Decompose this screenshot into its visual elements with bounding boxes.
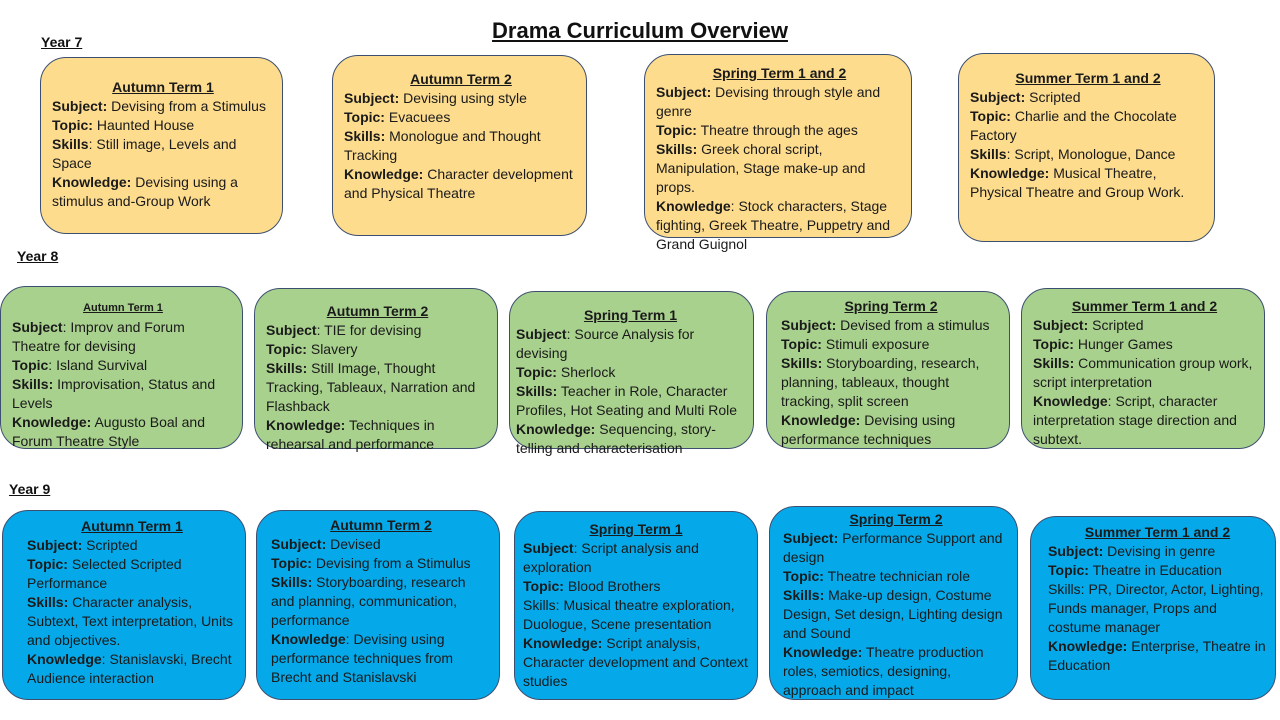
card-knowledge: Knowledge: Stanislavski, Brecht Audience interaction	[27, 651, 232, 686]
card-subject: Subject: Devising through style and genre	[656, 84, 881, 119]
card-knowledge: Knowledge: Stock characters, Stage fighting, Greek Theatre, Puppetry and Grand Guignol	[656, 198, 890, 252]
card-knowledge: Knowledge: Musical Theatre, Physical Theatre and Group Work.	[970, 165, 1185, 200]
card-term-title: Spring Term 1 and 2	[712, 65, 847, 81]
card-knowledge: Knowledge: Sequencing, story-telling and characterisation	[516, 421, 716, 456]
card-topic: Topic: Hunger Games	[1033, 336, 1173, 352]
card-knowledge: Knowledge: Devising using a stimulus and-Group Work	[52, 174, 238, 209]
card-subject: Subject: Improv and Forum Theatre for devising	[12, 319, 185, 354]
card-knowledge: Knowledge: Theatre production roles, semiotics, designing, approach and impact	[783, 644, 984, 698]
card-subject: Subject: Devising using style	[344, 90, 527, 106]
card-skills: Skills: Make-up design, Costume Design, Set design, Lighting design and Sound	[783, 587, 1003, 641]
card-topic: Topic: Slavery	[266, 341, 358, 357]
card-subject: Subject: Devised from a stimulus	[781, 317, 990, 333]
card-subject: Subject: TIE for devising	[266, 322, 422, 338]
card-topic: Topic: Devising from a Stimulus	[271, 555, 471, 571]
card-topic: Topic: Theatre through the ages	[656, 122, 858, 138]
y7-autumn-2-card	[332, 55, 587, 236]
card-topic: Topic: Evacuees	[344, 109, 451, 125]
card-skills: Skills: Still image, Levels and Space	[52, 136, 237, 171]
y7-summer-card	[958, 53, 1215, 242]
y9-autumn-2-card	[256, 510, 500, 700]
card-term-title: Summer Term 1 and 2	[1071, 298, 1218, 314]
card-topic: Topic: Charlie and the Chocolate Factory	[970, 108, 1177, 143]
card-skills: Skills: Monologue and Thought Tracking	[344, 128, 541, 163]
card-skills: Skills: Script, Monologue, Dance	[970, 146, 1176, 162]
card-subject: Subject: Scripted	[970, 89, 1081, 105]
y8-summer-card	[1021, 288, 1265, 449]
card-skills: Skills: Musical theatre exploration, Duologue, Scene presentation	[523, 597, 735, 632]
card-knowledge: Knowledge: Augusto Boal and Forum Theatre Style	[12, 414, 205, 449]
card-knowledge: Knowledge: Devising using performance techniques from Brecht and Stanislavski	[271, 631, 454, 685]
card-subject: Subject: Devising in genre	[1048, 543, 1216, 559]
card-knowledge: Knowledge: Enterprise, Theatre in Education	[1048, 638, 1266, 673]
card-knowledge: Knowledge: Script analysis, Character development and Context studies	[523, 635, 748, 689]
card-subject: Subject: Source Analysis for devising	[516, 326, 695, 361]
card-topic: Topic: Selected Scripted Performance	[27, 556, 182, 591]
card-subject: Subject: Scripted	[1033, 317, 1144, 333]
year-7-label: Year 7	[41, 34, 83, 50]
card-knowledge: Knowledge: Script, character interpretation stage direction and subtext.	[1033, 393, 1237, 447]
card-term-title: Autumn Term 1	[83, 302, 163, 314]
card-knowledge: Knowledge: Techniques in rehearsal and performance	[266, 417, 435, 452]
card-term-title: Spring Term 1	[583, 307, 678, 323]
card-term-title: Summer Term 1 and 2	[1015, 70, 1161, 86]
card-term-title: Spring Term 1	[589, 521, 683, 537]
card-term-title: Spring Term 2	[844, 298, 938, 314]
card-topic: Topic: Haunted House	[52, 117, 195, 133]
card-subject: Subject: Devised	[271, 536, 381, 552]
card-knowledge: Knowledge: Character development and Physical Theatre	[344, 166, 573, 201]
y7-autumn-1-card	[40, 57, 283, 234]
card-topic: Topic: Blood Brothers	[523, 578, 661, 594]
card-term-title: Autumn Term 2	[410, 71, 512, 87]
card-term-title: Autumn Term 2	[330, 517, 432, 533]
y9-summer-card	[1030, 516, 1276, 700]
card-term-title: Spring Term 2	[849, 511, 943, 527]
card-skills: Skills: Character analysis, Subtext, Text interpretation, Units and objectives.	[27, 594, 233, 648]
card-subject: Subject: Scripted	[27, 537, 138, 553]
year-9-label: Year 9	[9, 481, 51, 497]
card-skills: Skills: Teacher in Role, Character Profiles, Hot Seating and Multi Role	[516, 383, 737, 418]
card-term-title: Autumn Term 1	[81, 518, 183, 534]
card-topic: Topic: Sherlock	[516, 364, 616, 380]
y8-autumn-2-card	[254, 288, 498, 452]
card-subject: Subject: Performance Support and design	[783, 530, 1003, 565]
card-term-title: Autumn Term 2	[326, 303, 429, 319]
card-term-title: Autumn Term 1	[112, 79, 214, 95]
page-title: Drama Curriculum Overview	[492, 18, 788, 43]
y9-spring-1-card	[514, 511, 758, 700]
card-skills: Skills: Storyboarding, research, planning, tableaux, thought tracking, split screen	[781, 355, 980, 409]
y8-autumn-1-card	[0, 286, 243, 449]
year-8-label: Year 8	[17, 248, 59, 264]
card-subject: Subject: Devising from a Stimulus	[52, 98, 266, 114]
card-knowledge: Knowledge: Devising using performance techniques	[781, 412, 956, 447]
card-skills: Skills: PR, Director, Actor, Lighting, Funds manager, Props and costume manager	[1048, 581, 1264, 635]
y9-autumn-1-card	[2, 510, 246, 700]
card-topic: Topic: Theatre technician role	[783, 568, 971, 584]
card-topic: Topic: Island Survival	[12, 357, 148, 373]
y7-spring-card	[644, 54, 912, 252]
card-skills: Skills: Communication group work, script interpretation	[1033, 355, 1253, 390]
card-skills: Skills: Still Image, Thought Tracking, Tableaux, Narration and Flashback	[266, 360, 476, 414]
y9-spring-2-card	[769, 506, 1018, 700]
card-subject: Subject: Script analysis and exploration	[523, 540, 699, 575]
card-skills: Skills: Improvisation, Status and Levels	[12, 376, 216, 411]
card-skills: Skills: Greek choral script, Manipulation, Stage make-up and props.	[656, 141, 866, 195]
card-skills: Skills: Storyboarding, research and planning, communication, performance	[271, 574, 466, 628]
card-topic: Topic: Theatre in Education	[1048, 562, 1222, 578]
card-topic: Topic: Stimuli exposure	[781, 336, 930, 352]
card-term-title: Summer Term 1 and 2	[1084, 524, 1231, 540]
y8-spring-1-card	[509, 291, 754, 456]
y8-spring-2-card	[766, 291, 1010, 449]
